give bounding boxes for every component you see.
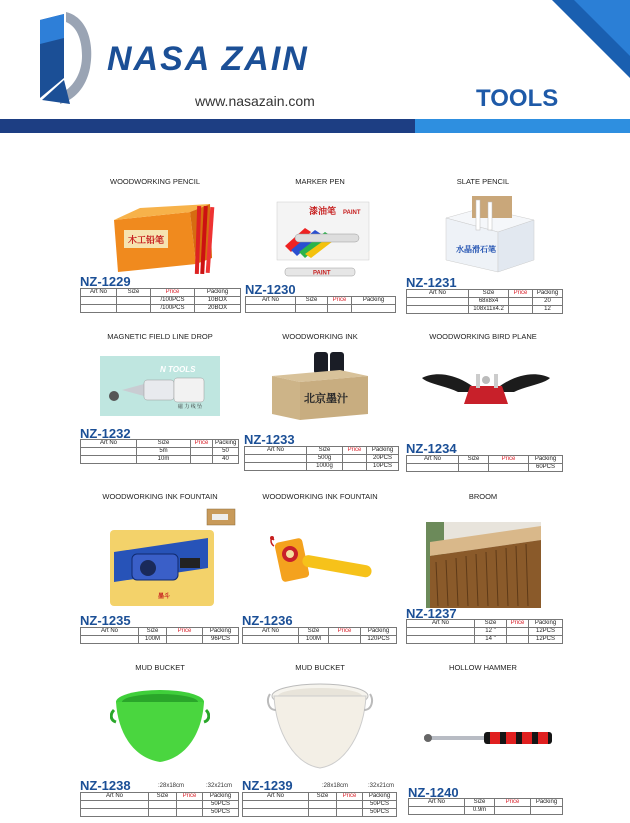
cell: 68x8x4 [469, 298, 509, 306]
col-size: Size [469, 290, 509, 298]
cell [191, 448, 213, 456]
col-art-no: Art No [245, 447, 307, 455]
header-band-accent [415, 119, 630, 133]
svg-text:北京墨汁: 北京墨汁 [304, 393, 348, 405]
col-packing: Packing [352, 297, 396, 305]
cell [81, 305, 117, 313]
cell: 0.9m [465, 807, 495, 815]
col-size: Size [137, 440, 191, 448]
cell: 50PCS [363, 809, 397, 817]
table-header-row [409, 799, 563, 807]
table-row [81, 456, 239, 464]
cell [343, 455, 367, 463]
cell [407, 306, 469, 314]
cell [495, 807, 531, 815]
table-header-row [245, 447, 399, 455]
green-bucket-image [110, 684, 210, 768]
product-title: MARKER PEN [295, 177, 345, 186]
cell: 10m [137, 456, 191, 464]
table-row [243, 809, 397, 817]
product-title: MUD BUCKET [295, 663, 345, 672]
spec-table [406, 455, 563, 472]
cell [149, 801, 177, 809]
hollow-hammer-image [422, 726, 554, 750]
cell: 500g [307, 455, 343, 463]
size-dimension: :32x21cm [368, 783, 395, 789]
product-code: NZ-1233 [244, 432, 295, 447]
col-size: Size [309, 793, 337, 801]
product-code: NZ-1236 [242, 613, 293, 628]
table-header-row [407, 456, 563, 464]
svg-text:磁 力 线 坠: 磁 力 线 坠 [178, 404, 203, 410]
col-art-no: Art No [243, 628, 299, 636]
col-price: Price [167, 628, 203, 636]
col-packing: Packing [531, 799, 563, 807]
cell [81, 809, 149, 817]
cell [243, 809, 309, 817]
col-size: Size [296, 297, 328, 305]
table-header-row [243, 793, 397, 801]
col-price: Price [343, 447, 367, 455]
col-price: Price [177, 793, 203, 801]
svg-text:墨斗: 墨斗 [158, 594, 171, 600]
cell [459, 464, 489, 472]
cell [309, 801, 337, 809]
table-row [81, 809, 239, 817]
cell [337, 801, 363, 809]
cell [337, 809, 363, 817]
line-drop-image [100, 356, 220, 416]
cell [507, 636, 529, 644]
cell [407, 636, 475, 644]
cell [117, 305, 151, 313]
cell [407, 464, 459, 472]
table-row [246, 305, 396, 313]
product-code: NZ-1232 [80, 426, 131, 441]
col-packing: Packing [529, 620, 563, 628]
table-row [243, 801, 397, 809]
cell [245, 463, 307, 471]
cell [296, 305, 328, 313]
col-art-no: Art No [81, 628, 139, 636]
cell [489, 464, 529, 472]
svg-text:木工铅笔: 木工铅笔 [128, 235, 165, 245]
product-title: MAGNETIC FIELD LINE DROP [107, 332, 213, 341]
col-size: Size [299, 628, 329, 636]
cell: 50PCS [363, 801, 397, 809]
col-packing: Packing [367, 447, 399, 455]
table-row [407, 636, 563, 644]
spec-table [80, 792, 239, 817]
col-art-no: Art No [407, 290, 469, 298]
col-packing: Packing [361, 628, 397, 636]
col-packing: Packing [529, 456, 563, 464]
brand-name: NASA ZAIN [107, 40, 309, 78]
col-packing: Packing [363, 793, 397, 801]
product-code: NZ-1234 [406, 441, 457, 456]
cell: 108x11x4.2 [469, 306, 509, 314]
table-row [407, 298, 563, 306]
spec-table [244, 446, 399, 471]
cell: 50 [213, 448, 239, 456]
product-code: NZ-1229 [80, 274, 131, 289]
table-header-row [81, 289, 241, 297]
svg-text:水晶滑石笔: 水晶滑石笔 [456, 245, 496, 254]
table-row [407, 464, 563, 472]
product-title: WOODWORKING INK FOUNTAIN [262, 492, 378, 501]
cell: 12 " [475, 628, 507, 636]
page-header [0, 0, 630, 140]
size-dimension: :28x18cm [158, 783, 185, 789]
spec-table [242, 792, 397, 817]
col-size: Size [117, 289, 151, 297]
size-dimension: :32x21cm [206, 783, 233, 789]
product-title: WOODWORKING BIRD PLANE [429, 332, 537, 341]
cell: 12 [533, 306, 563, 314]
cell: 100M [139, 636, 167, 644]
cell [117, 297, 151, 305]
cell: 12PCS [529, 628, 563, 636]
cell: 5m [137, 448, 191, 456]
svg-text:N TOOLS: N TOOLS [160, 365, 196, 374]
cell [81, 448, 137, 456]
cell [246, 305, 296, 313]
table-row [81, 305, 241, 313]
table-row [81, 297, 241, 305]
col-packing: Packing [195, 289, 241, 297]
cell: 20PCS [367, 455, 399, 463]
cell [407, 628, 475, 636]
table-row [407, 628, 563, 636]
col-price: Price [507, 620, 529, 628]
cell [149, 809, 177, 817]
cell: 40 [213, 456, 239, 464]
cell [352, 305, 396, 313]
col-size: Size [307, 447, 343, 455]
cell [177, 801, 203, 809]
col-price: Price [151, 289, 195, 297]
col-art-no: Art No [246, 297, 296, 305]
ink-fountain-box-image [206, 508, 236, 526]
cell: 120PCS [361, 636, 397, 644]
cell [177, 809, 203, 817]
col-price: Price [495, 799, 531, 807]
website-url[interactable]: www.nasazain.com [195, 93, 315, 109]
col-art-no: Art No [81, 793, 149, 801]
cell: 60PCS [529, 464, 563, 472]
cell: 100M [299, 636, 329, 644]
spec-table [245, 296, 396, 313]
spec-table [408, 798, 563, 815]
product-title: MUD BUCKET [135, 663, 185, 672]
cell: 96PCS [203, 636, 239, 644]
spec-table [80, 288, 241, 313]
cell: /100PCS [151, 297, 195, 305]
table-row [245, 463, 399, 471]
col-size: Size [139, 628, 167, 636]
table-row [407, 306, 563, 314]
col-price: Price [489, 456, 529, 464]
cell [81, 636, 139, 644]
cell [81, 297, 117, 305]
svg-text:PAINT: PAINT [313, 270, 331, 277]
col-price: Price [329, 628, 361, 636]
cell [81, 456, 137, 464]
ink-fountain-blister-image [108, 528, 216, 608]
table-header-row [243, 628, 397, 636]
cell: 12PCS [529, 636, 563, 644]
table-row [245, 455, 399, 463]
cell [167, 636, 203, 644]
product-title: HOLLOW HAMMER [449, 663, 517, 672]
woodworking-pencil-image [110, 200, 225, 275]
cell [243, 636, 299, 644]
cell [509, 306, 533, 314]
nasa-zain-logo-icon [30, 8, 96, 108]
col-price: Price [191, 440, 213, 448]
col-art-no: Art No [81, 289, 117, 297]
col-size: Size [465, 799, 495, 807]
size-dimension: :28x18cm [322, 783, 349, 789]
col-price: Price [328, 297, 352, 305]
table-row [81, 636, 239, 644]
cell [531, 807, 563, 815]
cell [409, 807, 465, 815]
col-size: Size [459, 456, 489, 464]
cell [507, 628, 529, 636]
cell [81, 801, 149, 809]
product-code: NZ-1240 [408, 785, 459, 800]
cell [191, 456, 213, 464]
svg-text:漆油笔: 漆油笔 [309, 206, 337, 216]
marker-pen-image [275, 200, 371, 280]
section-title: TOOLS [476, 85, 559, 112]
col-art-no: Art No [243, 793, 309, 801]
table-header-row [407, 620, 563, 628]
white-bucket-image [266, 680, 374, 772]
cell [329, 636, 361, 644]
spec-table [406, 619, 563, 644]
product-title: BROOM [468, 492, 498, 501]
corner-decoration-inner [574, 0, 630, 56]
svg-text:PAINT: PAINT [343, 210, 361, 216]
spec-table [80, 627, 239, 644]
woodworking-ink-image [270, 350, 370, 422]
col-art-no: Art No [409, 799, 465, 807]
product-title: WOODWORKING PENCIL [109, 177, 200, 186]
col-price: Price [337, 793, 363, 801]
cell [245, 455, 307, 463]
col-art-no: Art No [407, 456, 459, 464]
table-header-row [81, 440, 239, 448]
col-size: Size [475, 620, 507, 628]
product-code: NZ-1237 [406, 606, 457, 621]
table-header-row [407, 290, 563, 298]
cell: 10PCS [367, 463, 399, 471]
col-packing: Packing [203, 793, 239, 801]
slate-pencil-image [442, 194, 538, 274]
product-code: NZ-1238 [80, 778, 131, 793]
col-packing: Packing [213, 440, 239, 448]
cell [243, 801, 309, 809]
col-price: Price [509, 290, 533, 298]
cell [343, 463, 367, 471]
cell [509, 298, 533, 306]
spec-table [80, 439, 239, 464]
col-packing: Packing [533, 290, 563, 298]
table-row [243, 636, 397, 644]
product-code: NZ-1235 [80, 613, 131, 628]
cell [328, 305, 352, 313]
cell: 20BOX [195, 305, 241, 313]
cell: 20 [533, 298, 563, 306]
col-size: Size [149, 793, 177, 801]
table-header-row [246, 297, 396, 305]
col-art-no: Art No [407, 620, 475, 628]
table-row [81, 448, 239, 456]
spec-table [242, 627, 397, 644]
spec-table [406, 289, 563, 314]
col-packing: Packing [203, 628, 239, 636]
product-code: NZ-1230 [245, 282, 296, 297]
cell: 50PCS [203, 809, 239, 817]
cell: 14 " [475, 636, 507, 644]
table-header-row [81, 793, 239, 801]
table-row [81, 801, 239, 809]
product-code: NZ-1231 [406, 275, 457, 290]
cell: 50PCS [203, 801, 239, 809]
cell: 10BOX [195, 297, 241, 305]
product-code: NZ-1239 [242, 778, 293, 793]
col-art-no: Art No [81, 440, 137, 448]
table-row [409, 807, 563, 815]
product-title: WOODWORKING INK FOUNTAIN [102, 492, 218, 501]
broom-image [426, 522, 541, 608]
cell: 1000g [307, 463, 343, 471]
cell [309, 809, 337, 817]
product-title: SLATE PENCIL [456, 177, 510, 186]
bird-plane-image [418, 358, 553, 430]
product-title: WOODWORKING INK [282, 332, 358, 341]
cell: /100PCS [151, 305, 195, 313]
ink-fountain-orange-image [268, 534, 376, 596]
cell [407, 298, 469, 306]
table-header-row [81, 628, 239, 636]
